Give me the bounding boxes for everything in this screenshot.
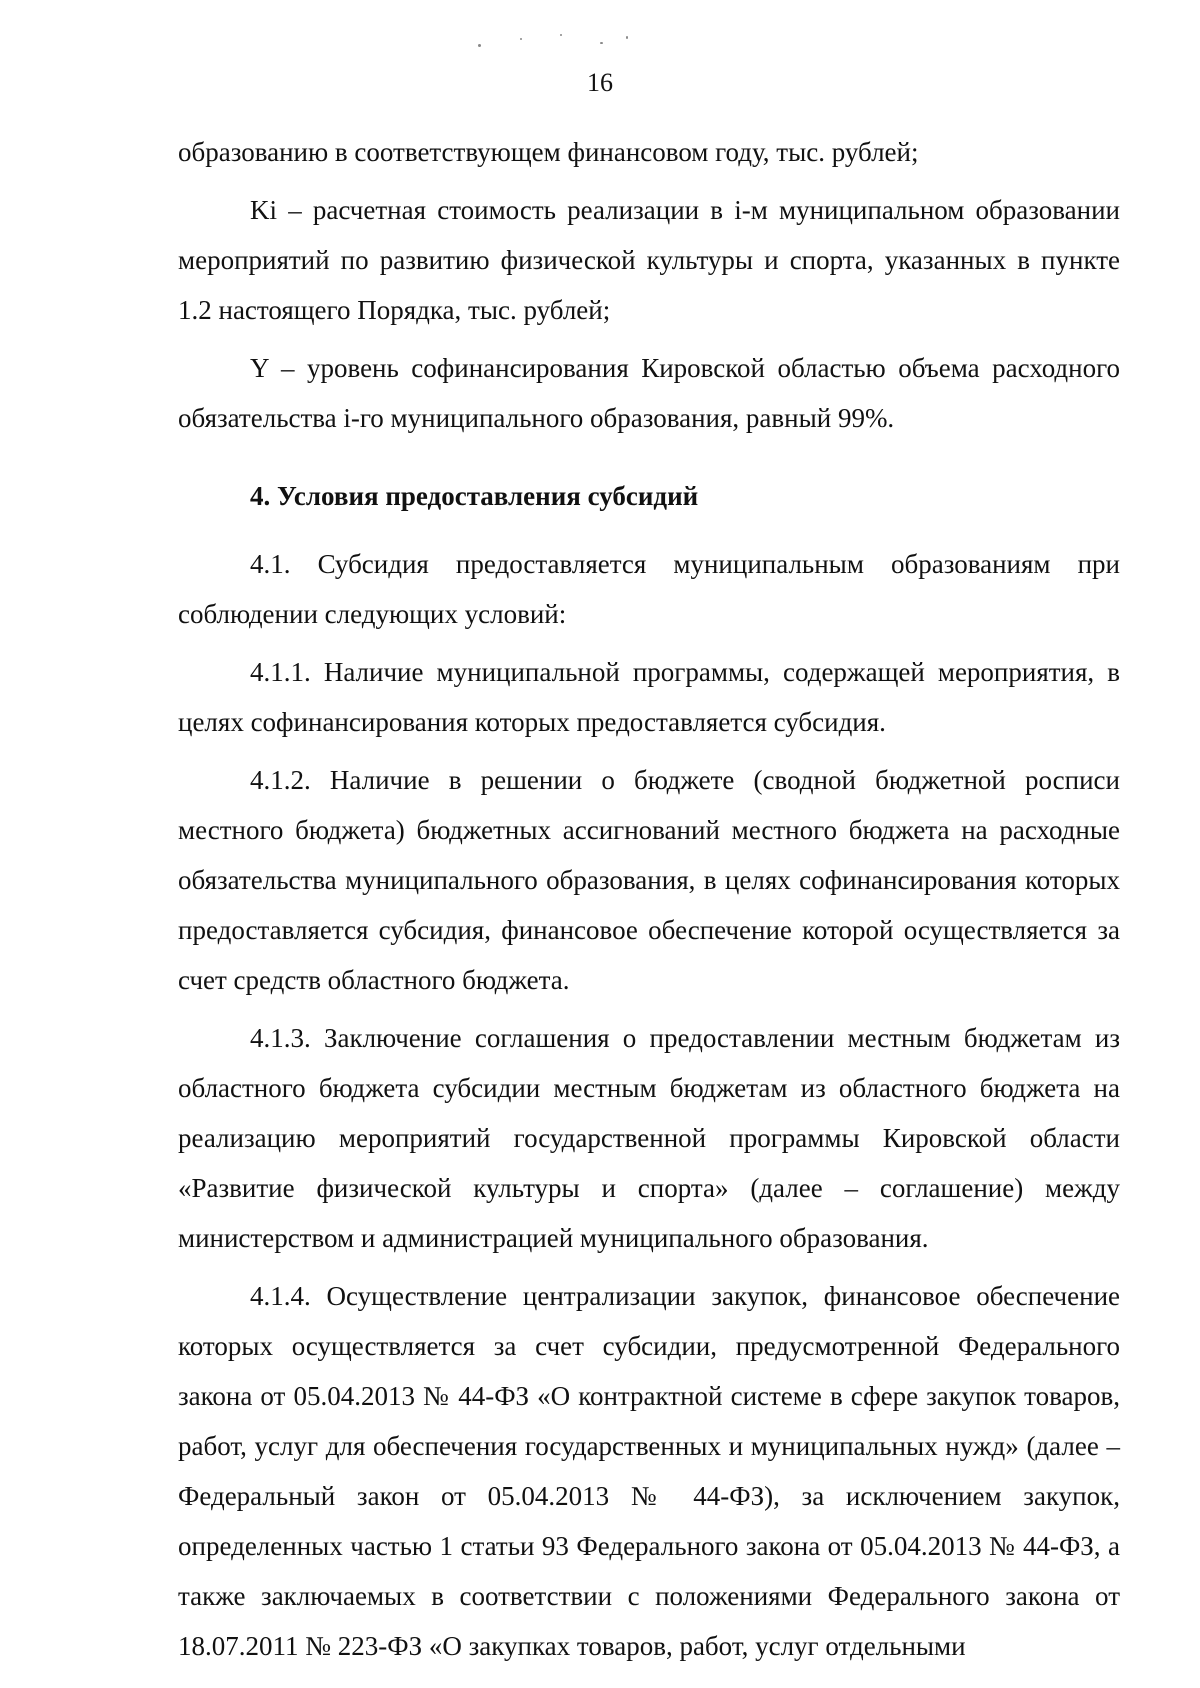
page-number: 16 — [587, 68, 613, 97]
scan-speck — [600, 42, 603, 44]
paragraph-continuation: образованию в соответствующем финансовом году, тыс. рублей; — [178, 137, 919, 167]
paragraph-y-definition: Y – уровень софинансирования Кировской областью объема расходного обязательства i-го муниципального образования, равный 99%. — [178, 353, 1120, 433]
scan-speck — [560, 34, 562, 36]
paragraph-4-1-4: 4.1.4. Осуществление централизации закупок, финансовое обеспечение которых осуществляется за счет субсидии, предусмотренной Федерального закона от 05.04.2013 № 44-ФЗ «О контрактной системе в сфере закупок товаров, работ, услуг для обеспечения государственных и муниципальных нужд» (далее – Федеральный закон от 05.04.2013 № 44-ФЗ), за исключением закупок, определенных частью 1 статьи 93 Федерального закона от 05.04.2013 № 44-ФЗ, а также заключаемых в соответствии с положениями Федерального закона от 18.07.2011 № 223-ФЗ «О закупках товаров, работ, услуг отдельными — [178, 1281, 1120, 1661]
scan-speck — [478, 44, 481, 47]
paragraph-4-1-2: 4.1.2. Наличие в решении о бюджете (сводной бюджетной росписи местного бюджета) бюджетных ассигнований местного бюджета на расходные обязательства муниципального образования, в целях софинансирования которых предоставляется субсидия, финансовое обеспечение которой осуществляется за счет средств областного бюджета. — [178, 765, 1120, 995]
document-body — [178, 127, 1120, 1671]
paragraph-4-1: 4.1. Субсидия предоставляется муниципальным образованиям при соблюдении следующих условий: — [178, 549, 1120, 629]
scan-speck — [626, 36, 628, 39]
section-heading: 4. Условия предоставления субсидий — [250, 481, 699, 511]
paragraph-ki-definition: Ki – расчетная стоимость реализации в i-м муниципальном образовании мероприятий по развитию физической культуры и спорта, указанных в пункте 1.2 настоящего Порядка, тыс. рублей; — [178, 195, 1120, 325]
scan-speck — [520, 38, 522, 40]
paragraph-4-1-1: 4.1.1. Наличие муниципальной программы, содержащей мероприятия, в целях софинансирования которых предоставляется субсидия. — [178, 657, 1120, 737]
paragraph-4-1-3: 4.1.3. Заключение соглашения о предоставлении местным бюджетам из областного бюджета субсидии местным бюджетам из областного бюджета на реализацию мероприятий государственной программы Кировской области «Развитие физической культуры и спорта» (далее – соглашение) между министерством и администрацией муниципального образования. — [178, 1023, 1120, 1253]
